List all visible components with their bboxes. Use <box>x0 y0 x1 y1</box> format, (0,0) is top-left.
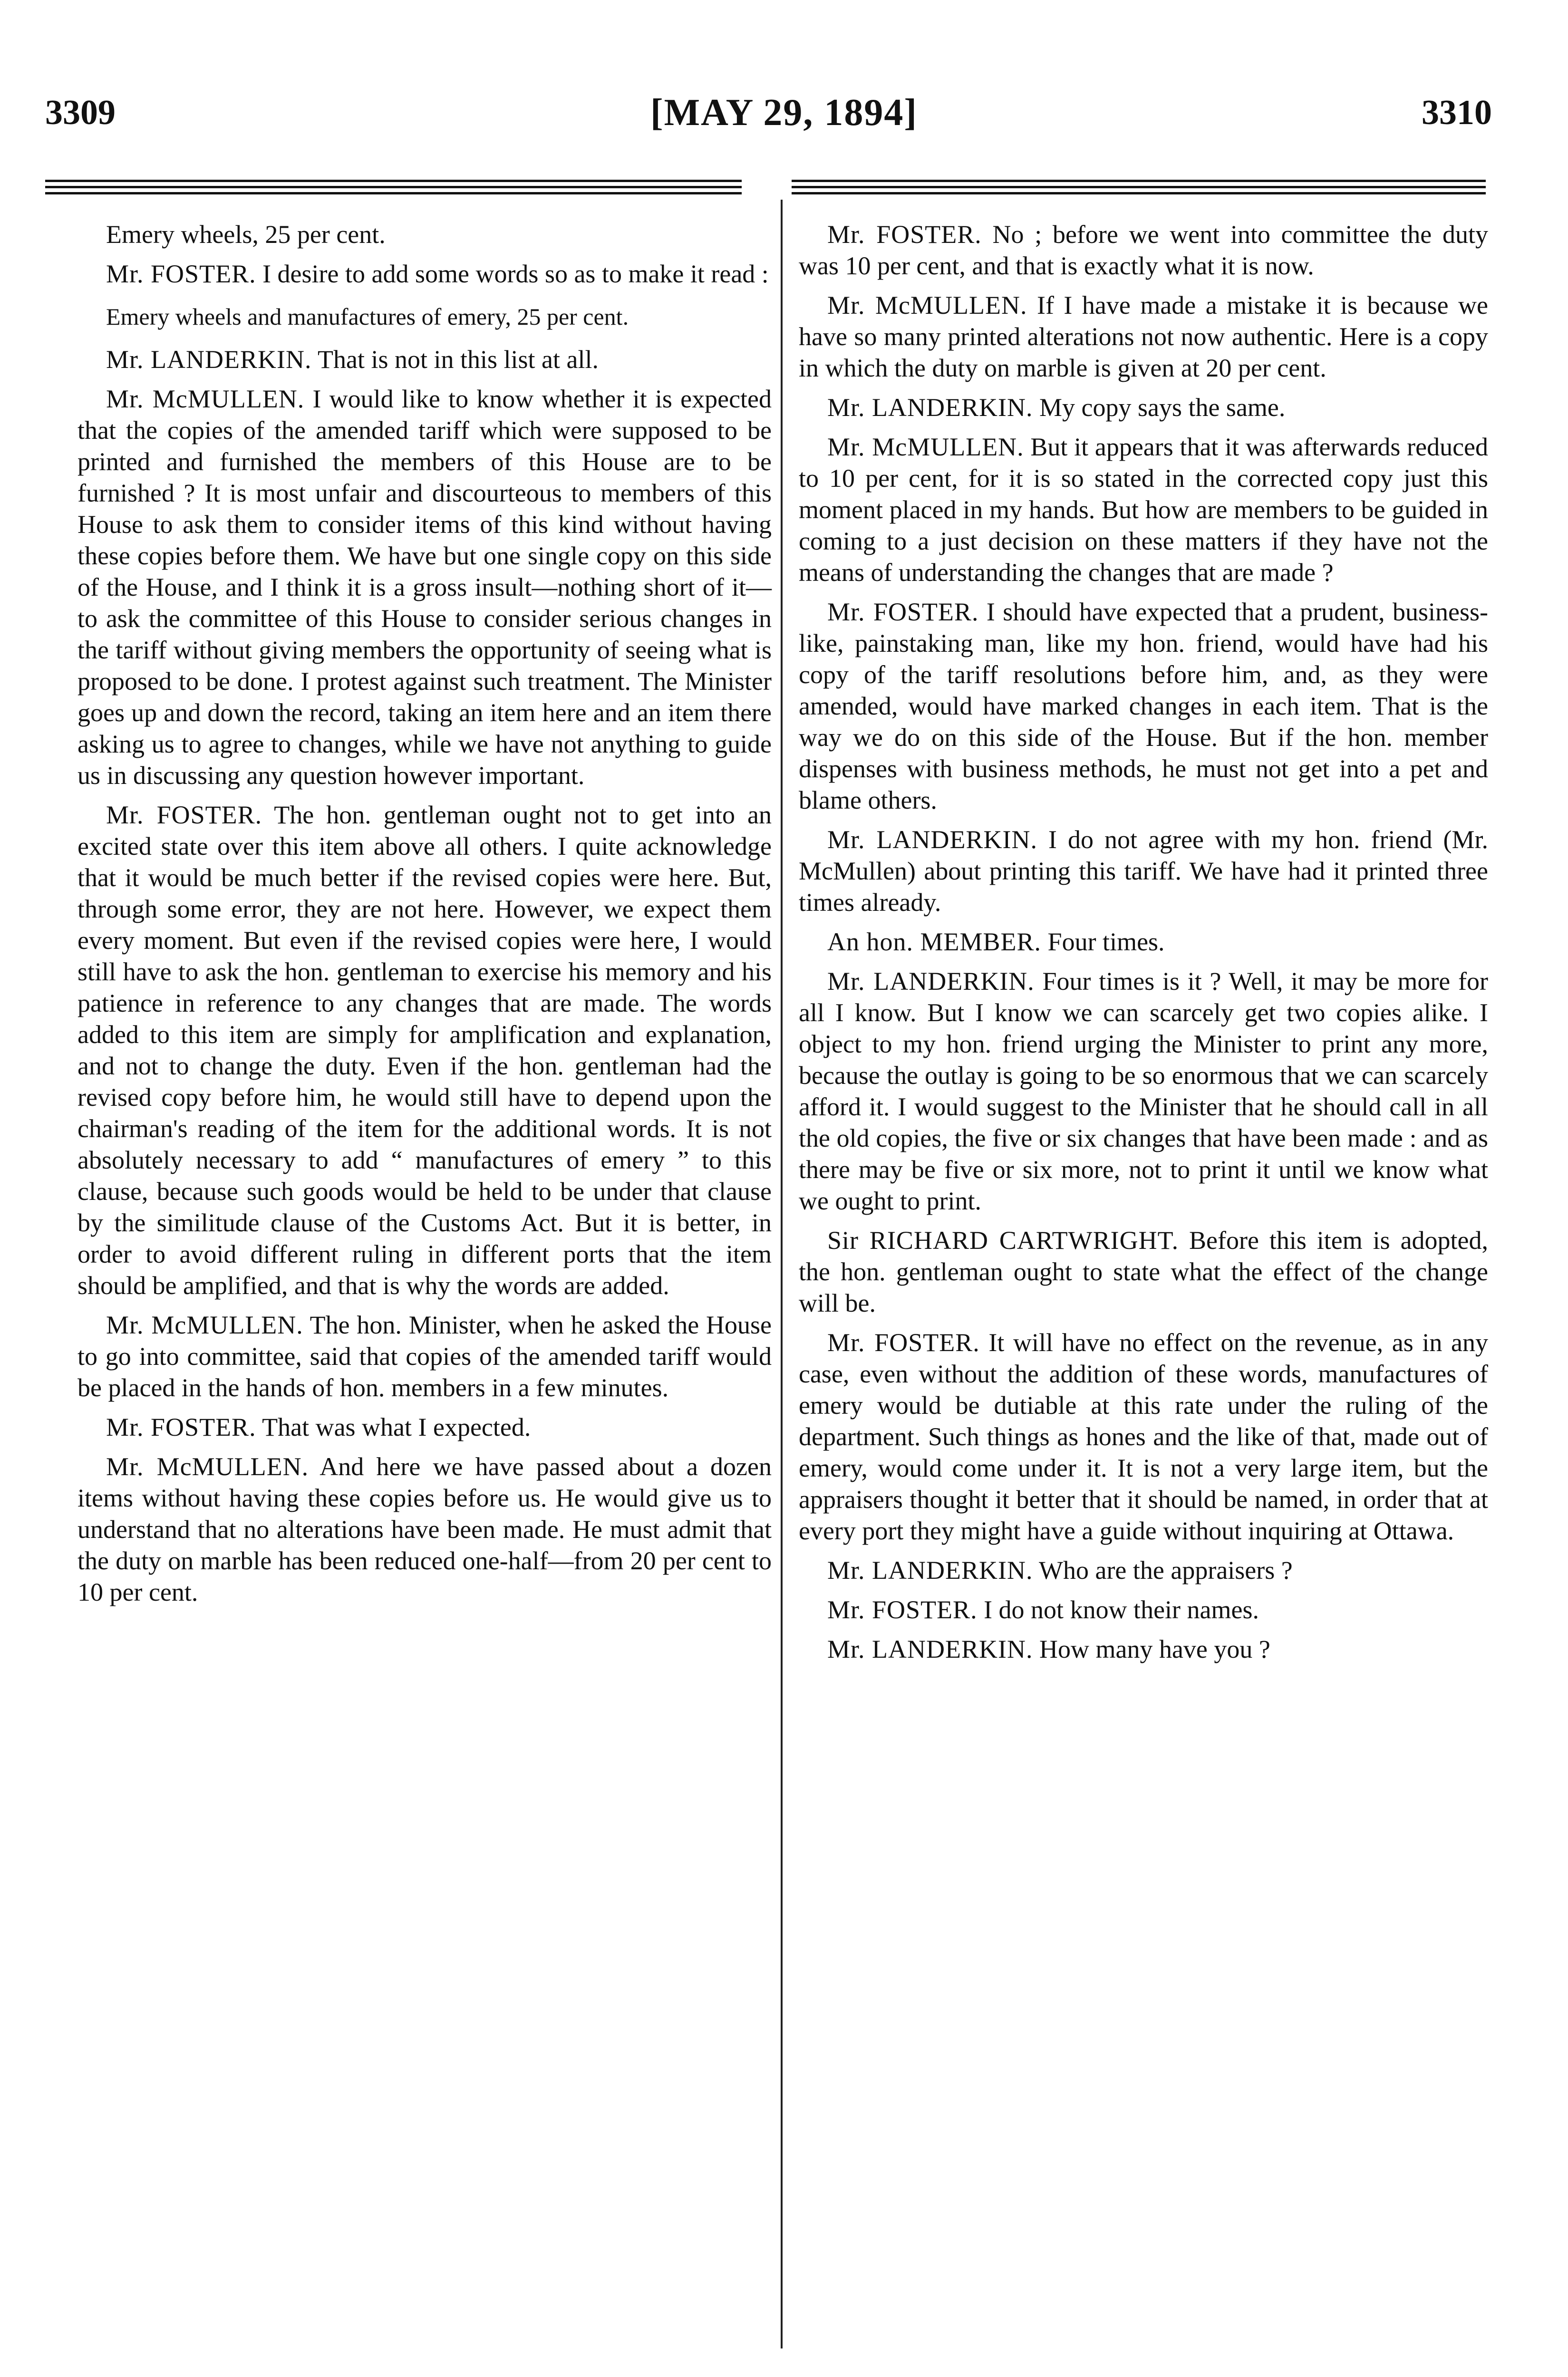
speaker-name: Mr. FOSTER. <box>827 1595 978 1624</box>
column-divider <box>781 200 783 2348</box>
speech-paragraph: Mr. LANDERKIN. My copy says the same. <box>827 393 1286 422</box>
speech-paragraph: Mr. FOSTER. The hon. gentleman ought not to get into an excited state over this item above all others. I quite acknowledge that it would be much better if the revised copies were here. But, through some error, they are not here. However, we expect them every moment. But even if the revised copies were here, I would still have to ask the hon. gentleman to exercise his memory and his patience in reference to any changes that are made. The words added to this item are simply for amplification and explanation, and not to change the duty. Even if the hon. gentleman had the revised copy before him, he would still have to depend upon the chairman's reading of the item for the additional words. It is not absolutely necessary to add “ manufactures of emery ” to this clause, because such goods would be held to be under that clause by the similitude clause of the Customs Act. But it is better, in order to avoid different ruling in different ports that the item should be amplified, and that is why the words are added. <box>77 801 772 1300</box>
speaker-name: Mr. LANDERKIN. <box>106 345 312 374</box>
speaker-name: Sir RICHARD CARTWRIGHT. <box>827 1226 1179 1255</box>
speaker-name: Mr. FOSTER. <box>106 260 256 288</box>
speech-paragraph: Mr. McMULLEN. But it appears that it was afterwards reduced to 10 per cent, for it is so stated in the corrected copy just this moment placed in my hands. But how are members to be guided in coming to a just decision on these matters if they have not the means of understanding the changes that are made ? <box>799 433 1489 587</box>
speech-paragraph: Mr. LANDERKIN. How many have you ? <box>827 1635 1270 1663</box>
speaker-name: Mr. LANDERKIN. <box>827 1635 1033 1663</box>
header-rule-left <box>45 180 742 196</box>
speaker-name: Mr. McMULLEN. <box>827 291 1027 319</box>
page-header <box>0 0 1568 157</box>
speech-paragraph: Mr. McMULLEN. If I have made a mistake it is because we have so many printed alterations not now authentic. Here is a copy in which the duty on marble is given at 20 per cent. <box>799 291 1489 382</box>
speaker-name: Mr. FOSTER. <box>827 1328 980 1357</box>
speech-paragraph: Mr. LANDERKIN. I do not agree with my hon. friend (Mr. McMullen) about printing this tariff. We have had it printed three times already. <box>799 825 1489 917</box>
speech-paragraph: Mr. FOSTER. It will have no effect on the revenue, as in any case, even without the addition of these words, manufactures of emery would be dutiable at this rate under the ruling of the department. Such things as hones and the like of that, made out of emery, would come under it. It is not a very large item, but the appraisers thought it better that it should be named, in order that at every port they might have a guide without inquiring at Ottawa. <box>799 1328 1488 1545</box>
speaker-name: Mr. LANDERKIN. <box>827 825 1037 854</box>
right-column <box>799 219 1488 1673</box>
speaker-name: Mr. McMULLEN. <box>106 385 305 413</box>
speaker-name: Mr. FOSTER. <box>106 801 262 829</box>
page-number-right: 3310 <box>1422 93 1492 132</box>
header-rule-right <box>792 180 1486 196</box>
speaker-name: An hon. MEMBER. <box>827 928 1042 956</box>
speaker-name: Mr. LANDERKIN. <box>827 967 1035 995</box>
quoted-item: Emery wheels and manufactures of emery, 25 per cent. <box>106 303 629 330</box>
speech-paragraph: Mr. McMULLEN. And here we have passed about a dozen items without having these copies before us. He would give us to understand that no alterations have been made. He must admit that the duty on marble has been reduced one-half—from 20 per cent to 10 per cent. <box>77 1452 772 1606</box>
speech-paragraph: Mr. LANDERKIN. That is not in this list at all. <box>106 345 599 374</box>
speaker-name: Mr. FOSTER. <box>106 1413 256 1441</box>
speech-paragraph: Mr. FOSTER. No ; before we went into committee the duty was 10 per cent, and that is exactly what it is now. <box>799 220 1488 280</box>
speech-paragraph: Mr. McMULLEN. I would like to know whether it is expected that the copies of the amended tariff which were supposed to be printed and furnished the members of this House are to be furnished ? It is most unfair and discourteous to members of this House to ask them to consider items of this kind without having these copies before them. We have but one single copy on this side of the House, and I think it is a gross insult—nothing short of it—to ask the committee of this House to consider serious changes in the tariff without giving members the opportunity of seeing what is proposed to be done. I protest against such treatment. The Minister goes up and down the record, taking an item here and an item there asking us to agree to changes, while we have not anything to guide us in discussing any question however important. <box>77 385 772 790</box>
speech-paragraph: Mr. FOSTER. I do not know their names. <box>827 1595 1259 1624</box>
speech-paragraph: Mr. LANDERKIN. Who are the appraisers ? <box>827 1556 1293 1585</box>
speaker-name: Mr. McMULLEN. <box>106 1452 309 1481</box>
speech-paragraph: Mr. FOSTER. That was what I expected. <box>106 1413 531 1441</box>
speaker-name: Mr. FOSTER. <box>827 220 982 249</box>
page-date: [MAY 29, 1894] <box>650 92 918 134</box>
page-number-left: 3309 <box>45 93 116 132</box>
speaker-name: Mr. LANDERKIN. <box>827 1556 1033 1585</box>
speaker-name: Mr. McMULLEN. <box>827 433 1024 461</box>
speech-paragraph: An hon. MEMBER. Four times. <box>827 928 1165 956</box>
speaker-name: Mr. FOSTER. <box>827 598 979 626</box>
speech-paragraph: Mr. FOSTER. I should have expected that a prudent, business-like, painstaking man, like my hon. friend, would have had his copy of the tariff resolutions before him, and, as they were amended, would have marked changes in each item. That is the way we do on this side of the House. But if the hon. member dispenses with business methods, he must not get into a pet and blame others. <box>799 598 1488 814</box>
speaker-name: Mr. McMULLEN. <box>106 1311 303 1339</box>
speech-paragraph: Mr. LANDERKIN. Four times is it ? Well, it may be more for all I know. But I know we can scarcely get two copies alike. I object to my hon. friend urging the Minister to print any more, because the outlay is going to be so enormous that we can scarcely afford it. I would suggest to the Minister that he should call in all the old copies, the five or six changes that have been made : and as there may be five or six more, not to print it until we know what we ought to print. <box>799 967 1488 1215</box>
speech-paragraph: Sir RICHARD CARTWRIGHT. Before this item is adopted, the hon. gentleman ought to state what the effect of the change will be. <box>799 1226 1489 1317</box>
speech-paragraph: Mr. McMULLEN. The hon. Minister, when he asked the House to go into committee, said that copies of the amended tariff would be placed in the hands of hon. members in a few minutes. <box>77 1311 772 1402</box>
left-column <box>77 219 772 1616</box>
tariff-item: Emery wheels, 25 per cent. <box>106 220 386 249</box>
speech-paragraph: Mr. FOSTER. I desire to add some words so as to make it read : <box>106 260 769 288</box>
speaker-name: Mr. LANDERKIN. <box>827 393 1033 422</box>
